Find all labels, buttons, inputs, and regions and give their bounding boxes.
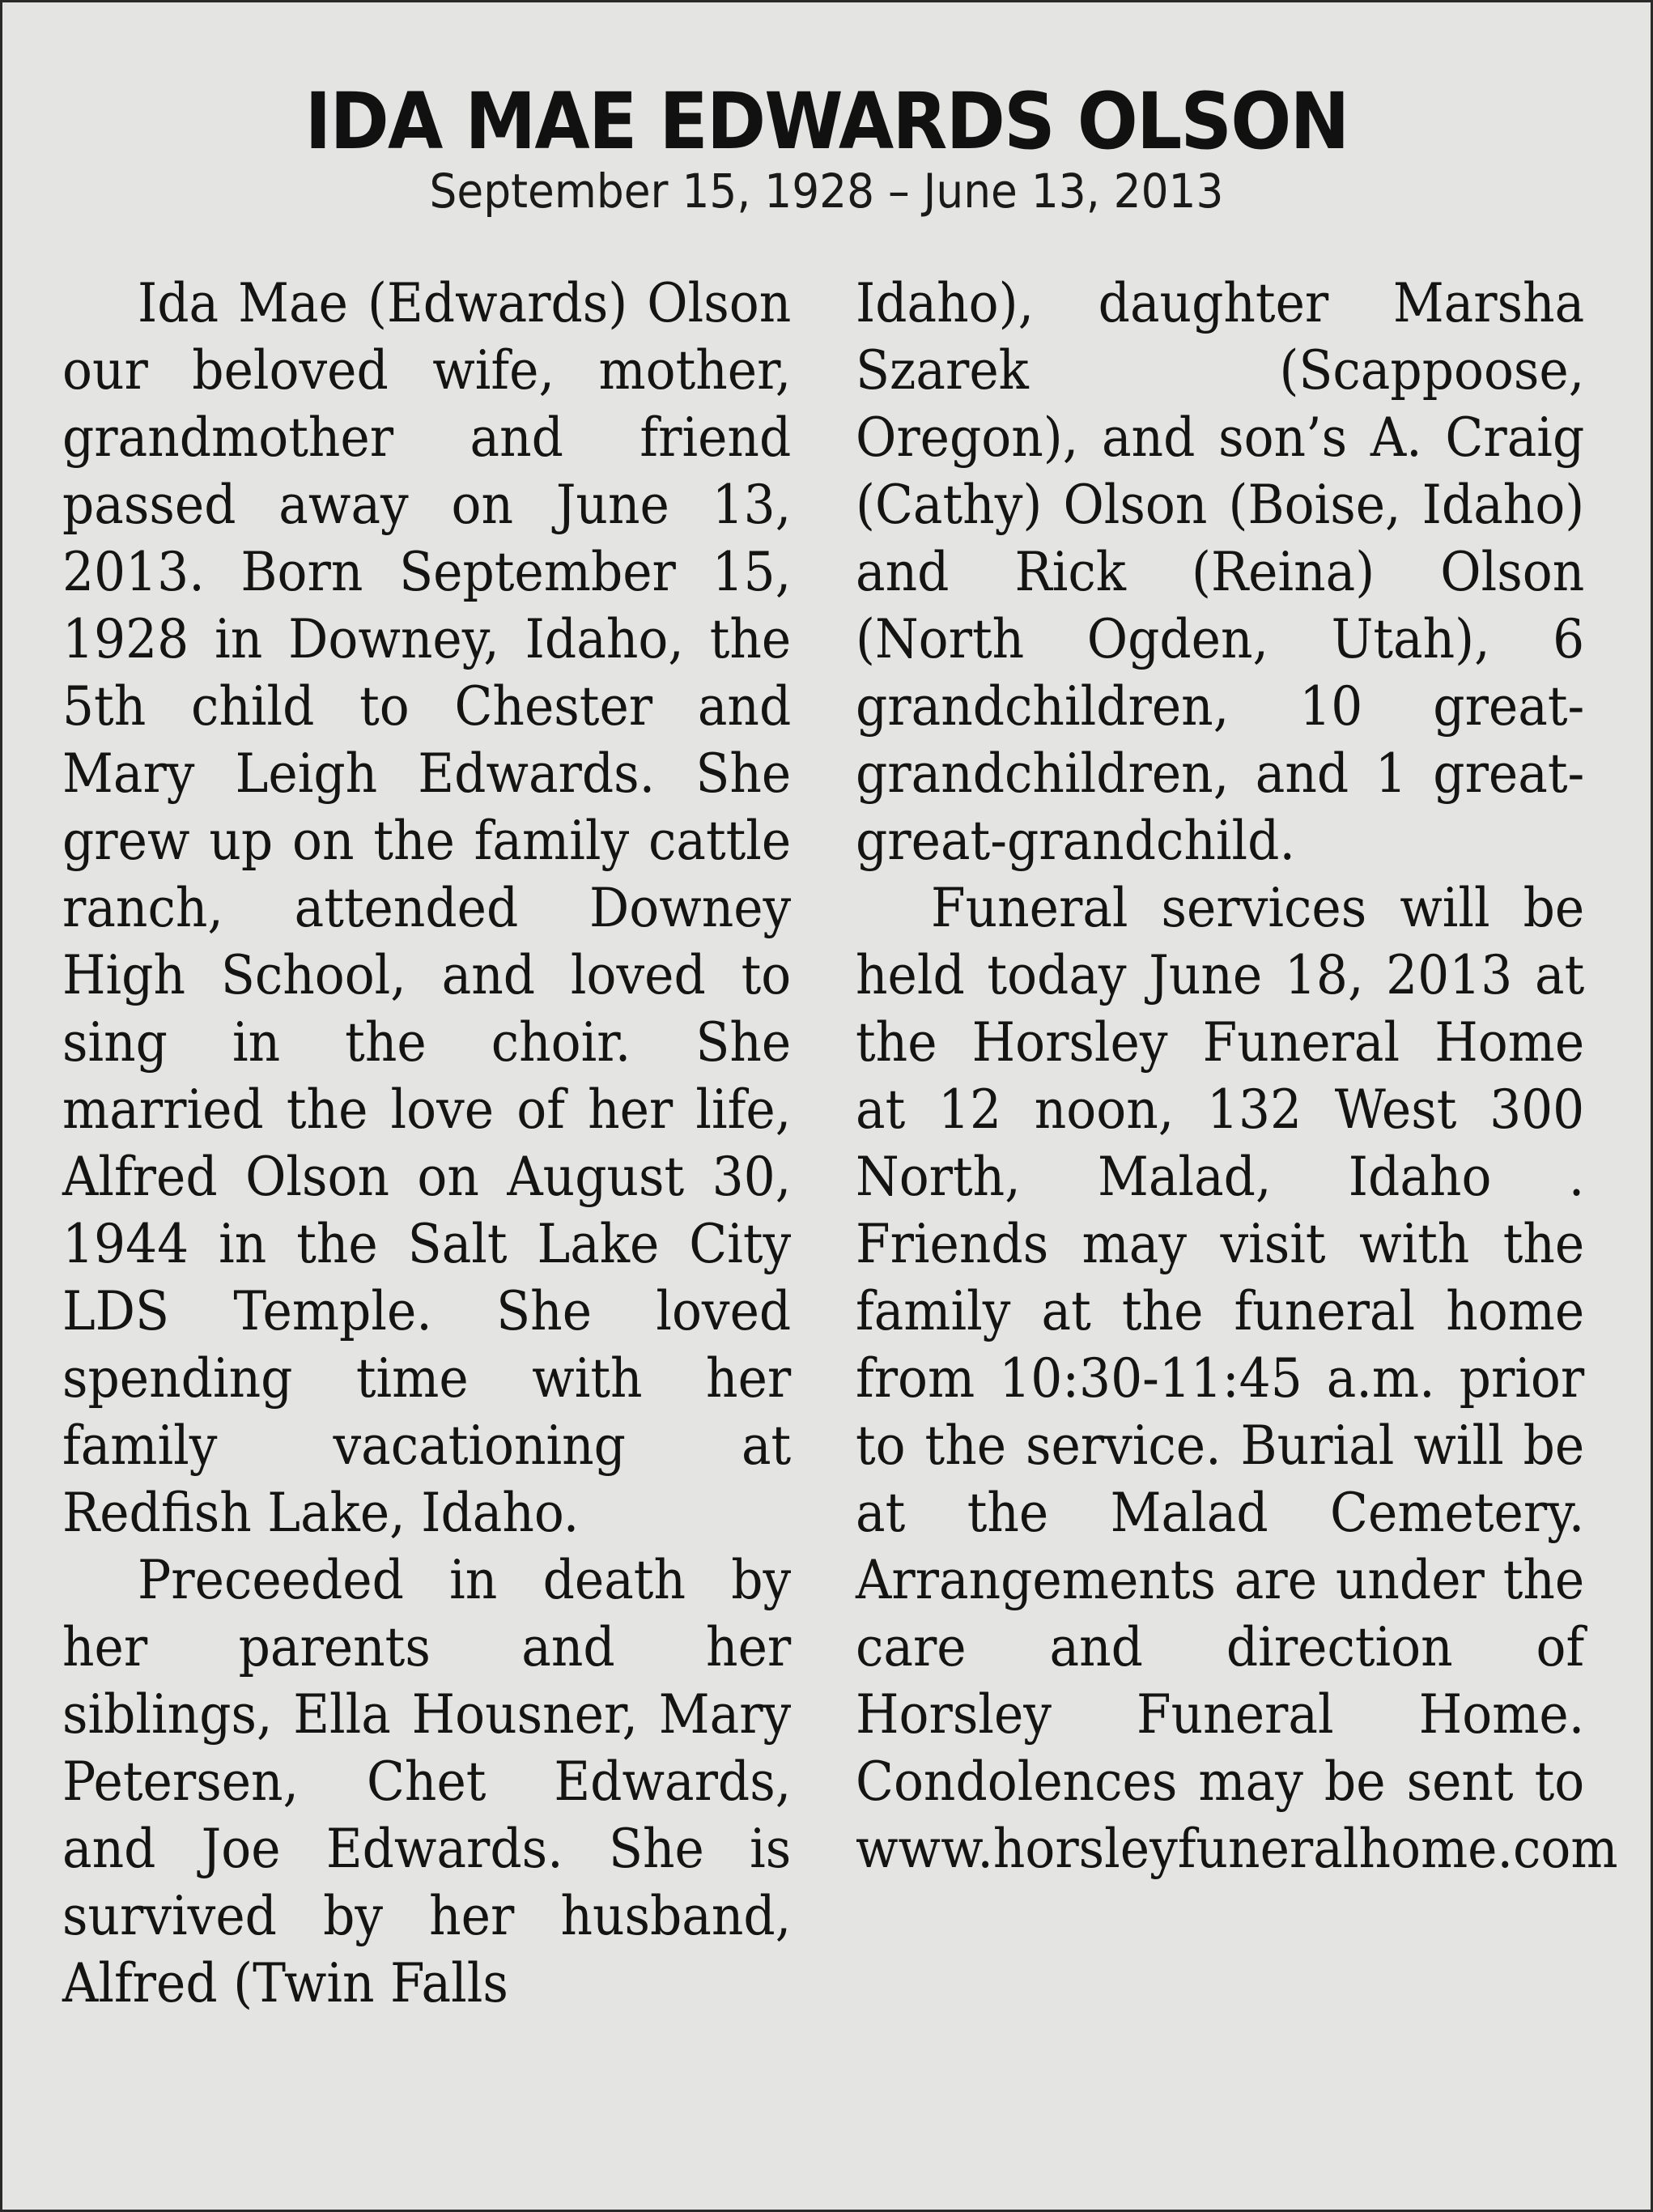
paragraph-survivors: Idaho), daughter Marsha Szarek (Scappoose, Oregon), and son’s A. Craig (Cathy) Olson (Boise, Idaho) and Rick (Reina) Olson (North Ogden, Utah), 6 grandchildren, 10 great-grandchildren, and 1 great-great-grandchild. <box>856 272 1585 872</box>
obituary-headline: IDA MAE EDWARDS OLSON <box>304 76 1349 167</box>
obituary-dates: September 15, 1928 – June 13, 2013 <box>429 164 1224 219</box>
paragraph-family: Preceeded in death by her parents and her siblings, Ella Housner, Mary Petersen, Chet Edwards, and Joe Edwards. She is survived by her husband, Alfred (Twin Falls <box>62 1549 792 2014</box>
paragraph-biography: Ida Mae (Edwards) Olson our beloved wife, mother, grandmother and friend passed away on June 13, 2013. Born September 15, 1928 in Downey, Idaho, the 5th child to Chester and Mary Leigh Edwards. She grew up on the family cattle ranch, attended Downey High School, and loved to sing in the choir. She married the love of her life, Alfred Olson on August 30, 1944 in the Salt Lake City LDS Temple. She loved spending time with her family vacationing at Redfish Lake, Idaho. <box>62 272 792 1544</box>
left-column <box>62 270 791 2017</box>
right-column <box>856 270 1618 1882</box>
paragraph-services: Funeral services will be held today June 18, 2013 at the Horsley Funeral Home at 12 noon, 132 West 300 North, Malad, Idaho . Friends may visit with the family at the funeral home from 10:30-11:45 a.m. prior to the service. Burial will be at the Malad Cemetery. Arrangements are under the care and direction of Horsley Funeral Home. Condolences may be sent to www.horsleyfuneralhome.com <box>856 877 1618 1880</box>
